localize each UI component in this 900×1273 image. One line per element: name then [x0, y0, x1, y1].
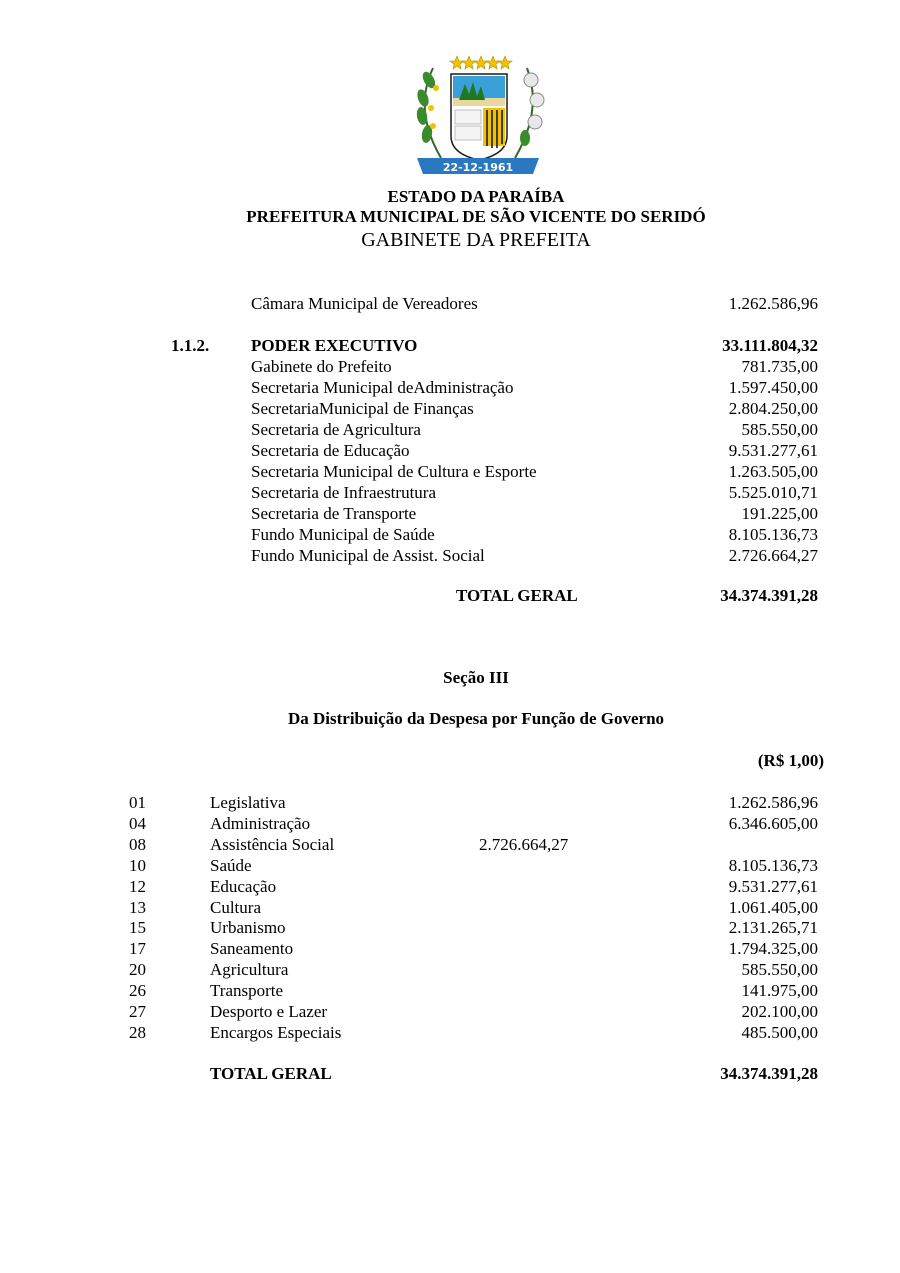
function-code: 04 [129, 814, 146, 833]
list-item-label: Secretaria Municipal de Cultura e Esporte [251, 462, 537, 481]
function-label: Agricultura [210, 960, 289, 979]
function-code: 01 [129, 793, 146, 812]
function-label: Saneamento [210, 939, 294, 958]
function-value: 585.550,00 [741, 960, 818, 979]
executivo-code: 1.1.2. [171, 336, 210, 355]
executivo-label: PODER EXECUTIVO [251, 336, 418, 355]
state-title: ESTADO DA PARAÍBA [387, 187, 565, 206]
function-code: 15 [129, 918, 146, 937]
section-total-value: 34.374.391,28 [720, 1064, 818, 1083]
office-title: GABINETE DA PREFEITA [361, 229, 591, 251]
function-code: 12 [129, 877, 146, 896]
function-value: 485.500,00 [741, 1023, 818, 1042]
function-label: Administração [210, 814, 311, 833]
list-item-label: Fundo Municipal de Saúde [251, 525, 435, 544]
function-label: Cultura [210, 898, 261, 917]
list-item-label: Gabinete do Prefeito [251, 357, 392, 376]
function-code: 27 [129, 1002, 146, 1021]
function-label: Legislativa [210, 793, 286, 812]
function-value: 202.100,00 [741, 1002, 818, 1021]
function-mid-value: 2.726.664,27 [479, 835, 569, 854]
list-item-label: Fundo Municipal de Assist. Social [251, 546, 485, 565]
list-item-value: 585.550,00 [741, 420, 818, 439]
function-label: Desporto e Lazer [210, 1002, 328, 1021]
function-code: 20 [129, 960, 146, 979]
list-item-value: 2.804.250,00 [728, 399, 818, 418]
list-item-label: Secretaria de Transporte [251, 504, 417, 523]
function-label: Assistência Social [210, 835, 335, 854]
function-value: 1.262.586,96 [728, 793, 818, 812]
function-code: 26 [129, 981, 146, 1000]
function-value: 2.131.265,71 [728, 918, 818, 937]
function-value: 9.531.277,61 [728, 877, 818, 896]
section-title: Seção III [443, 668, 509, 687]
function-code: 28 [129, 1023, 146, 1042]
list-item-value: 5.525.010,71 [728, 483, 818, 502]
list-item-label: SecretariaMunicipal de Finanças [251, 399, 474, 418]
prefecture-title: PREFEITURA MUNICIPAL DE SÃO VICENTE DO SERIDÓ [246, 207, 706, 226]
list-item-value: 1.263.505,00 [728, 462, 818, 481]
function-code: 17 [129, 939, 146, 958]
function-label: Encargos Especiais [210, 1023, 342, 1042]
section-total-label: TOTAL GERAL [210, 1064, 332, 1083]
list-item-value: 8.105.136,73 [728, 525, 818, 544]
function-value: 6.346.605,00 [728, 814, 818, 833]
currency-note: (R$ 1,00) [757, 751, 824, 770]
list-item-label: Secretaria de Agricultura [251, 420, 421, 439]
function-value: 141.975,00 [741, 981, 818, 1000]
camara-label: Câmara Municipal de Vereadores [251, 294, 478, 313]
list-item-value: 781.735,00 [741, 357, 818, 376]
function-code: 08 [129, 835, 146, 854]
budget-total-value: 34.374.391,28 [720, 586, 818, 605]
list-item-value: 9.531.277,61 [728, 441, 818, 460]
function-label: Urbanismo [210, 918, 286, 937]
list-item-label: Secretaria de Infraestrutura [251, 483, 436, 502]
camara-value: 1.262.586,96 [728, 294, 818, 313]
list-item-value: 2.726.664,27 [728, 546, 818, 565]
function-value: 1.794.325,00 [728, 939, 818, 958]
function-label: Educação [210, 877, 277, 896]
function-label: Saúde [210, 856, 252, 875]
list-item-label: Secretaria Municipal deAdministração [251, 378, 514, 397]
function-code: 10 [129, 856, 146, 875]
list-item-value: 191.225,00 [741, 504, 818, 523]
section-subtitle: Da Distribuição da Despesa por Função de Governo [287, 709, 665, 728]
function-value: 1.061.405,00 [728, 898, 818, 917]
list-item-label: Secretaria de Educação [251, 441, 410, 460]
coat-date: 22-12-1961 [442, 161, 514, 174]
list-item-value: 1.597.450,00 [728, 378, 818, 397]
coat-of-arms-emblem [403, 50, 553, 180]
function-code: 13 [129, 898, 146, 917]
function-label: Transporte [210, 981, 284, 1000]
executivo-value: 33.111.804,32 [722, 336, 818, 355]
budget-total-label: TOTAL GERAL [456, 586, 578, 605]
function-value: 8.105.136,73 [728, 856, 818, 875]
